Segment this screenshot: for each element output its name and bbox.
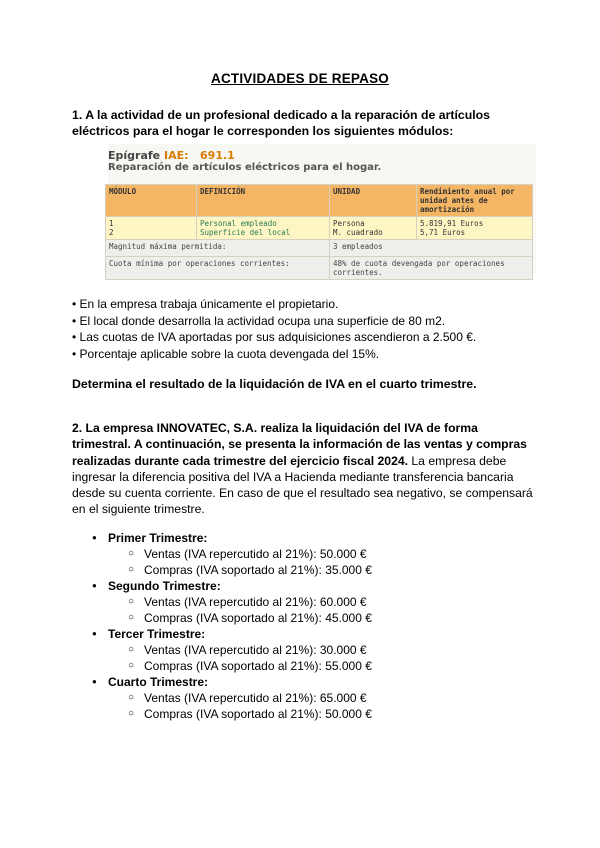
epigrafe-label: Epígrafe [108,149,161,162]
iae-code: 691.1 [200,149,235,162]
list-item: • Las cuotas de IVA aportadas por sus adquisiciones ascendieron a 2.500 €. [72,330,477,344]
question-2-body: La empresa debe ingresar la diferencia positiva del IVA a Hacienda mediante transferencia bancaria desde su cuenta corriente. En caso de que el resultado sea negativo, se compensará en el siguiente trimestre. [72,453,533,517]
list-item: • Porcentaje aplicable sobre la cuota devengada del 15%. [72,346,380,361]
quarter-ventas: ○ Ventas (IVA repercutido al 21%): 30.000 € [92,642,372,658]
table-header-row [106,185,533,217]
magnitud-label: Magnitud máxima permitida: [106,240,330,257]
iae-module-card [108,144,536,277]
question-1-heading: 1. A la actividad de un profesional dedicado a la reparación de artículos eléctricos para el hogar le corresponden los siguientes módulos: [72,108,490,138]
iae-label: IAE: [163,149,189,162]
magnitud-value: 3 empleados [330,240,533,257]
definicion-cell: Personal empleado Superficie del local [197,217,330,240]
list-item: • En la empresa trabaja únicamente el propietario. [72,297,339,311]
quarter-compras: ○ Compras (IVA soportado al 21%): 50.000 € [92,706,372,722]
quarter-title: ● Tercer Trimestre: [92,626,372,642]
quarter-compras: ○ Compras (IVA soportado al 21%): 55.000 € [92,658,372,674]
header-unidad: UNIDAD [330,185,417,217]
modulo-cell: 1 2 [106,217,197,240]
question-1-task: Determina el resultado de la liquidación de IVA en el cuarto trimestre. [72,377,477,391]
quarter-compras: ○ Compras (IVA soportado al 21%): 35.000 € [92,562,372,578]
rendimiento-cell: 5.819,91 Euros 5,71 Euros [417,217,533,240]
table-row [106,217,533,240]
epigrafe-subtitle: Reparación de artículos eléctricos para el hogar. [108,162,382,173]
page-title: ACTIVIDADES DE REPASO [211,71,389,86]
quarter-compras: ○ Compras (IVA soportado al 21%): 45.000 € [92,610,372,626]
list-item: • El local donde desarrolla la actividad ocupa una superficie de 80 m2. [72,313,446,328]
magnitud-row [106,240,533,257]
quarter-ventas: ○ Ventas (IVA repercutido al 21%): 50.000 € [92,546,372,562]
unidad-cell: Persona M. cuadrado [330,217,417,240]
cuota-value: 48% de cuota devengada por operaciones corrientes. [330,257,533,280]
quarter-ventas: ○ Ventas (IVA repercutido al 21%): 65.000 € [92,690,372,706]
conditions-list [72,296,542,362]
quarter-title: ● Segundo Trimestre: [92,578,372,594]
quarter-ventas: ○ Ventas (IVA repercutido al 21%): 60.000 € [92,594,372,610]
question-2-text [72,420,538,518]
cuota-label: Cuota mínima por operaciones corrientes: [106,257,330,280]
quarter-title: ● Primer Trimestre: [92,530,372,546]
question-2-bold: 2. La empresa INNOVATEC, S.A. realiza la liquidación del IVA de forma trimestral. A continuación, se presenta la información de las ventas y compras realizadas durante cada trimestre del ejercicio fiscal 2024. [72,421,527,468]
header-modulo: MÓDULO [106,185,197,217]
quarter-title: ● Cuarto Trimestre: [92,674,372,690]
header-rendimiento: Rendimiento anual por unidad antes de amortización [417,185,533,217]
cuota-row [106,257,533,280]
header-definicion: DEFINICIÓN [197,185,330,217]
epigrafe-line [108,149,235,162]
modules-table [105,184,533,280]
quarter-list [92,530,372,722]
